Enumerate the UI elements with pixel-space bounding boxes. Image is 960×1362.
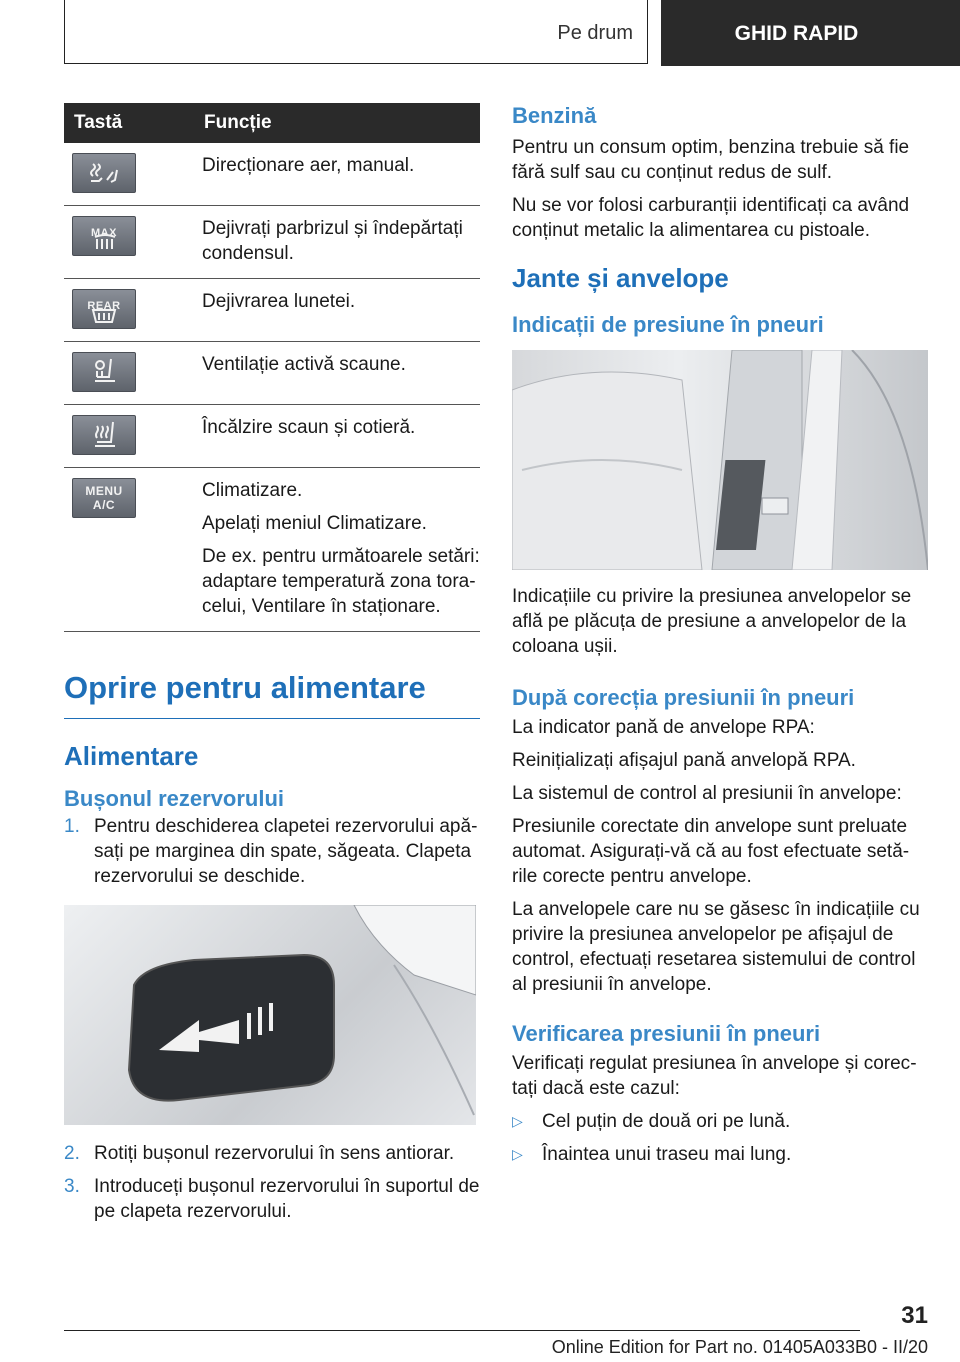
table-row — [64, 342, 480, 405]
heading-petrol: Benzină — [512, 103, 597, 128]
function-cell: Dejivrarea lunetei. — [202, 279, 480, 342]
table-header-row — [64, 103, 480, 143]
triangle-bullet-icon: ▷ — [512, 1113, 523, 1129]
air-direction-icon — [72, 153, 136, 193]
list-item: ▷ Cel puțin de două ori pe lună. — [512, 1111, 791, 1132]
page-header — [64, 0, 960, 66]
check-paragraph: Verificați regulat presiunea în anvelope și corectați dacă este cazul: — [512, 1053, 917, 1099]
fuel-flap-illustration — [64, 905, 476, 1125]
footer-edition: Online Edition for Part no. 01405A033B0 - II/20 — [551, 1337, 928, 1357]
function-cell: Dejivrați parbrizul și îndepărtați condensul. — [202, 206, 480, 279]
correction-paragraph-4: Presiunile corectate din anvelope sunt preluate automat. Asigurați-vă că au fost efectuate setările corecte pentru anvelope. — [512, 816, 910, 887]
header-chapter-title: GHID RAPID — [734, 22, 859, 45]
steps-list — [64, 814, 480, 889]
triangle-bullet-icon: ▷ — [512, 1146, 523, 1162]
rear-window-icon — [73, 290, 135, 328]
section-title-refuelling-stop: Oprire pentru alimentare — [64, 670, 480, 719]
rear-defrost-icon: REAR — [72, 289, 136, 329]
correction-paragraph-5: La anvelopele care nu se găsesc în indicațiile cu privire la presiunea anvelopelor pe afișajul de control, efectuați resetarea sistemului de control al presiunii în anvelope. — [512, 899, 920, 995]
table-row — [64, 405, 480, 468]
heading-refuelling: Alimentare — [64, 741, 199, 771]
heading-fuel-cap: Bușonul rezervorului — [64, 786, 285, 811]
seat-ventilation-icon — [72, 352, 136, 392]
air-direction-icon-graphic — [73, 154, 135, 192]
key-function-table — [64, 103, 480, 632]
header-section-box — [64, 0, 648, 64]
function-cell: Climatizare. Apelați meniul Climatizare. De ex. pentru următoarele setări: adaptare temperatură zona toracelui, Ventilare în staționare. — [202, 468, 480, 632]
seat-heating-icon — [72, 415, 136, 455]
heading-pressure-info: Indicații de presiune în pneuri — [512, 312, 824, 337]
list-item: 3. Introduceți bușonul rezervorului în suportul de pe clapeta rezervorului. — [64, 1176, 480, 1222]
menu-ac-icon: MENU A/C — [72, 478, 136, 518]
table-row — [64, 279, 480, 342]
table-row — [64, 206, 480, 279]
fuel-flap-image — [64, 905, 476, 1125]
list-item: 2. Rotiți bușonul rezervorului în sens antiorar. — [64, 1143, 455, 1164]
correction-paragraph-2: Reinițializați afișajul pană anvelopă RPA. — [512, 750, 856, 771]
table-row — [64, 143, 480, 206]
header-section-title: Pe drum — [557, 22, 633, 44]
seat-fan-icon-graphic — [73, 353, 135, 391]
seat-heat-icon-graphic — [73, 416, 135, 454]
max-defrost-icon: MAX — [72, 216, 136, 256]
correction-paragraph-1: La indicator pană de anvelope RPA: — [512, 717, 815, 738]
pressure-caption: Indicațiile cu privire la presiunea anvelopelor se află pe plăcuța de presiune a anvelopelor de la coloana ușii. — [512, 586, 912, 657]
footer-rule — [64, 1330, 860, 1331]
function-cell: Direcționare aer, manual. — [202, 143, 480, 206]
heading-after-correction: După corecția presiunii în pneuri — [512, 685, 855, 710]
correction-paragraph-3: La sistemul de control al presiunii în anvelope: — [512, 783, 902, 804]
header-chapter-tab — [661, 0, 960, 66]
petrol-paragraph-1: Pentru un consum optim, benzina trebuie să fie fără sulf sau cu conținut redus de sulf. — [512, 137, 910, 183]
page-number: 31 — [901, 1302, 928, 1329]
check-bullet-list — [512, 1109, 928, 1167]
list-item: ▷ Înaintea unui traseu mai lung. — [512, 1144, 792, 1165]
door-pillar-image — [512, 350, 928, 570]
function-cell: Încălzire scaun și cotieră. — [202, 405, 480, 468]
column-header-key: Tastă — [64, 103, 202, 143]
table-row — [64, 468, 480, 632]
steps-list-continued — [64, 1141, 480, 1224]
function-cell: Ventilație activă scaune. — [202, 342, 480, 405]
column-header-function: Funcție — [202, 103, 480, 143]
left-column — [64, 103, 480, 1224]
door-pillar-illustration — [512, 350, 928, 570]
petrol-paragraph-2: Nu se vor folosi carburanții identificați ca având conținut metalic la alimentarea cu pistoale. — [512, 195, 910, 241]
right-column — [512, 103, 928, 1175]
heading-check-pressure: Verificarea presiunii în pneuri — [512, 1021, 821, 1046]
defrost-waves-icon — [73, 217, 135, 255]
heading-wheels-tires: Jante și anvelope — [512, 263, 729, 293]
list-item: 1. Pentru deschiderea clapetei rezervorului apăsați pe marginea din spate, săgeata. Clapeta rezervorului se deschide. — [64, 816, 478, 887]
